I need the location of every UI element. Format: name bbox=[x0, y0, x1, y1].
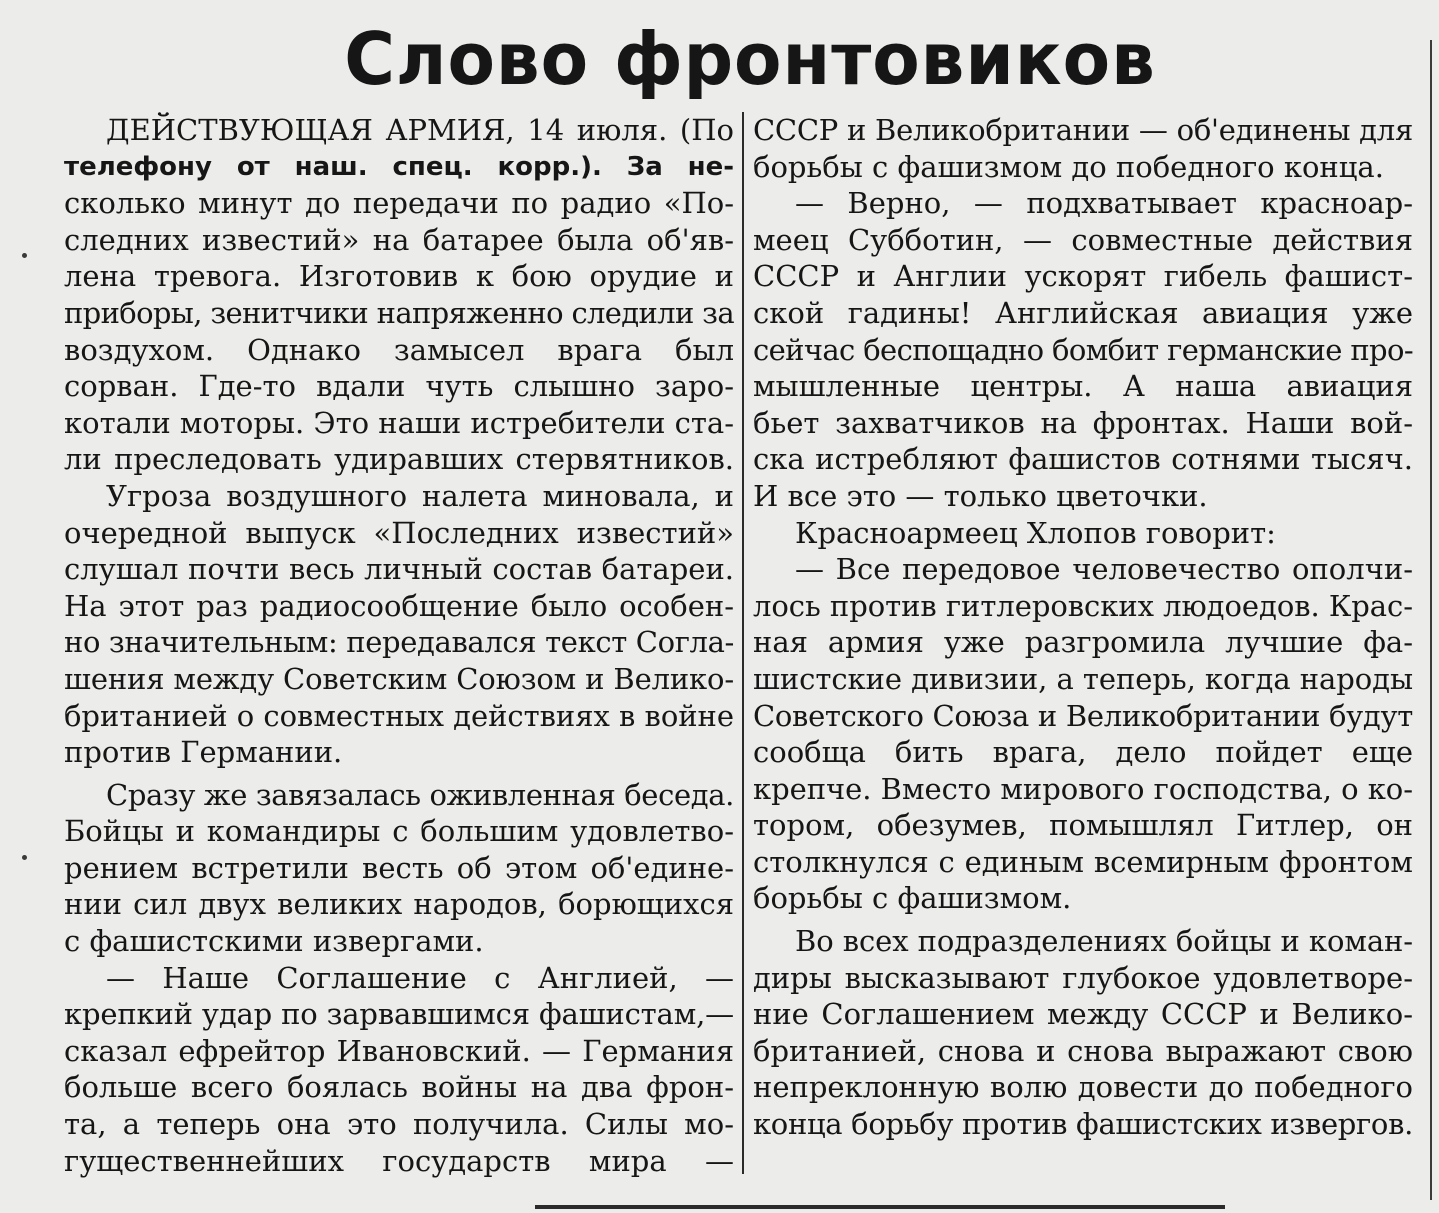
text-line: гущественнейших государств мира — bbox=[64, 1143, 734, 1178]
text-line: — Верно, — подхватывает красноар- bbox=[795, 186, 1413, 221]
article-column-right bbox=[753, 112, 1413, 1143]
text-line: сейчас беспощадно бомбит германские про- bbox=[753, 332, 1413, 367]
text-line: рением встретили весть об этом об'едине- bbox=[64, 850, 734, 885]
text-line: шения между Советским Союзом и Велико- bbox=[64, 661, 734, 696]
text-line: ли преследовать удиравших стервятников. bbox=[64, 442, 734, 477]
text-line: сообща бить врага, дело пойдет еще bbox=[753, 735, 1413, 770]
text-line: столкнулся с единым всемирным фронтом bbox=[753, 844, 1413, 879]
text-line: Сразу же завязалась оживленная беседа. bbox=[106, 777, 734, 812]
text-line: — Все передовое человечество ополчи- bbox=[795, 552, 1413, 587]
text-line: диры высказывают глубокое удовлетворе- bbox=[753, 960, 1413, 995]
text-line: лось против гитлеровских людоедов. Крас- bbox=[753, 588, 1413, 623]
bottom-rule bbox=[535, 1205, 1225, 1209]
column-divider bbox=[742, 112, 744, 1174]
text-line: но значительным: передавался текст Согла- bbox=[64, 625, 734, 660]
text-line: с фашистскими извергами. bbox=[64, 924, 484, 959]
text-line: приборы, зенитчики напряженно следили за bbox=[64, 295, 734, 330]
text-line: лена тревога. Изготовив к бою орудие и bbox=[64, 259, 734, 294]
text-line: Бойцы и командиры с большим удовлетво- bbox=[64, 814, 734, 849]
text-line: СССР и Великобритании — об'единены для bbox=[753, 113, 1413, 147]
text-line: И все это — только цветочки. bbox=[753, 478, 1208, 513]
text-line: больше всего боялась войны на два фрон- bbox=[64, 1070, 734, 1105]
print-speck bbox=[22, 855, 27, 860]
text-line: британией о совместных действиях в войне bbox=[64, 698, 734, 733]
text-line: ской гадины! Английская авиация уже bbox=[753, 295, 1413, 330]
text-line: тором, обезумев, помышлял Гитлер, он bbox=[753, 808, 1413, 843]
text-line: сказал ефрейтор Ивановский. — Германия bbox=[64, 1033, 734, 1068]
text-line: сколько минут до передачи по радио «По- bbox=[64, 186, 734, 221]
text-line: мышленные центры. А наша авиация bbox=[753, 369, 1413, 404]
text-line: СССР и Англии ускорят гибель фашист- bbox=[753, 259, 1413, 294]
text-line: — Наше Соглашение с Англией, — bbox=[106, 960, 734, 995]
text-line: воздухом. Однако замысел врага был bbox=[64, 332, 734, 367]
text-line: британией, снова и снова выражают свою bbox=[753, 1033, 1413, 1068]
text-line: телефону от наш. спец. корр.). За не- bbox=[64, 151, 734, 182]
text-line: На этот раз радиосообщение было особен- bbox=[64, 588, 734, 623]
print-speck bbox=[22, 253, 27, 258]
text-line: Во всех подразделениях бойцы и коман- bbox=[795, 924, 1413, 959]
text-line: котали моторы. Это наши истребители ста- bbox=[64, 405, 734, 440]
article-column-left bbox=[64, 112, 734, 1179]
text-line: ДЕЙСТВУЮЩАЯ АРМИЯ, 14 июля. (По bbox=[106, 113, 734, 147]
article-title: Слово фронтовиков bbox=[344, 17, 1156, 101]
text-line: Красноармеец Хлопов говорит: bbox=[795, 515, 1276, 550]
text-line: слушал почти весь личный состав батареи. bbox=[64, 552, 734, 587]
text-line: Советского Союза и Великобритании будут bbox=[753, 698, 1413, 733]
text-line: непреклонную волю довести до победного bbox=[753, 1070, 1413, 1105]
text-line: борьбы с фашизмом. bbox=[753, 881, 1072, 916]
text-line: крепкий удар по зарвавшимся фашистам,— bbox=[64, 997, 734, 1032]
text-line: очередной выпуск «Последних известий» bbox=[64, 515, 734, 550]
text-line: против Германии. bbox=[64, 735, 343, 770]
text-line: Угроза воздушного налета миновала, и bbox=[106, 478, 734, 513]
text-line: крепче. Вместо мирового господства, о ко- bbox=[753, 771, 1413, 806]
text-line: бьет захватчиков на фронтах. Наши вой- bbox=[753, 405, 1413, 440]
text-line: конца борьбу против фашистских извергов. bbox=[753, 1107, 1413, 1142]
text-line: меец Субботин, — совместные действия bbox=[753, 222, 1413, 257]
text-line: шистские дивизии, а теперь, когда народы bbox=[753, 661, 1413, 696]
text-line: ние Соглашением между СССР и Велико- bbox=[753, 997, 1413, 1032]
text-line: следних известий» на батарее была об'яв- bbox=[64, 222, 734, 257]
text-line: нии сил двух великих народов, борющихся bbox=[64, 887, 734, 922]
text-line: ска истребляют фашистов сотнями тысяч. bbox=[753, 442, 1413, 477]
text-line: сорван. Где-то вдали чуть слышно заро- bbox=[64, 369, 734, 404]
text-line: ная армия уже разгромила лучшие фа- bbox=[753, 625, 1413, 660]
right-border-rule bbox=[1430, 40, 1432, 1200]
text-line: борьбы с фашизмом до победного конца. bbox=[753, 149, 1384, 184]
text-line: та, а теперь она это получила. Силы мо- bbox=[64, 1107, 734, 1142]
